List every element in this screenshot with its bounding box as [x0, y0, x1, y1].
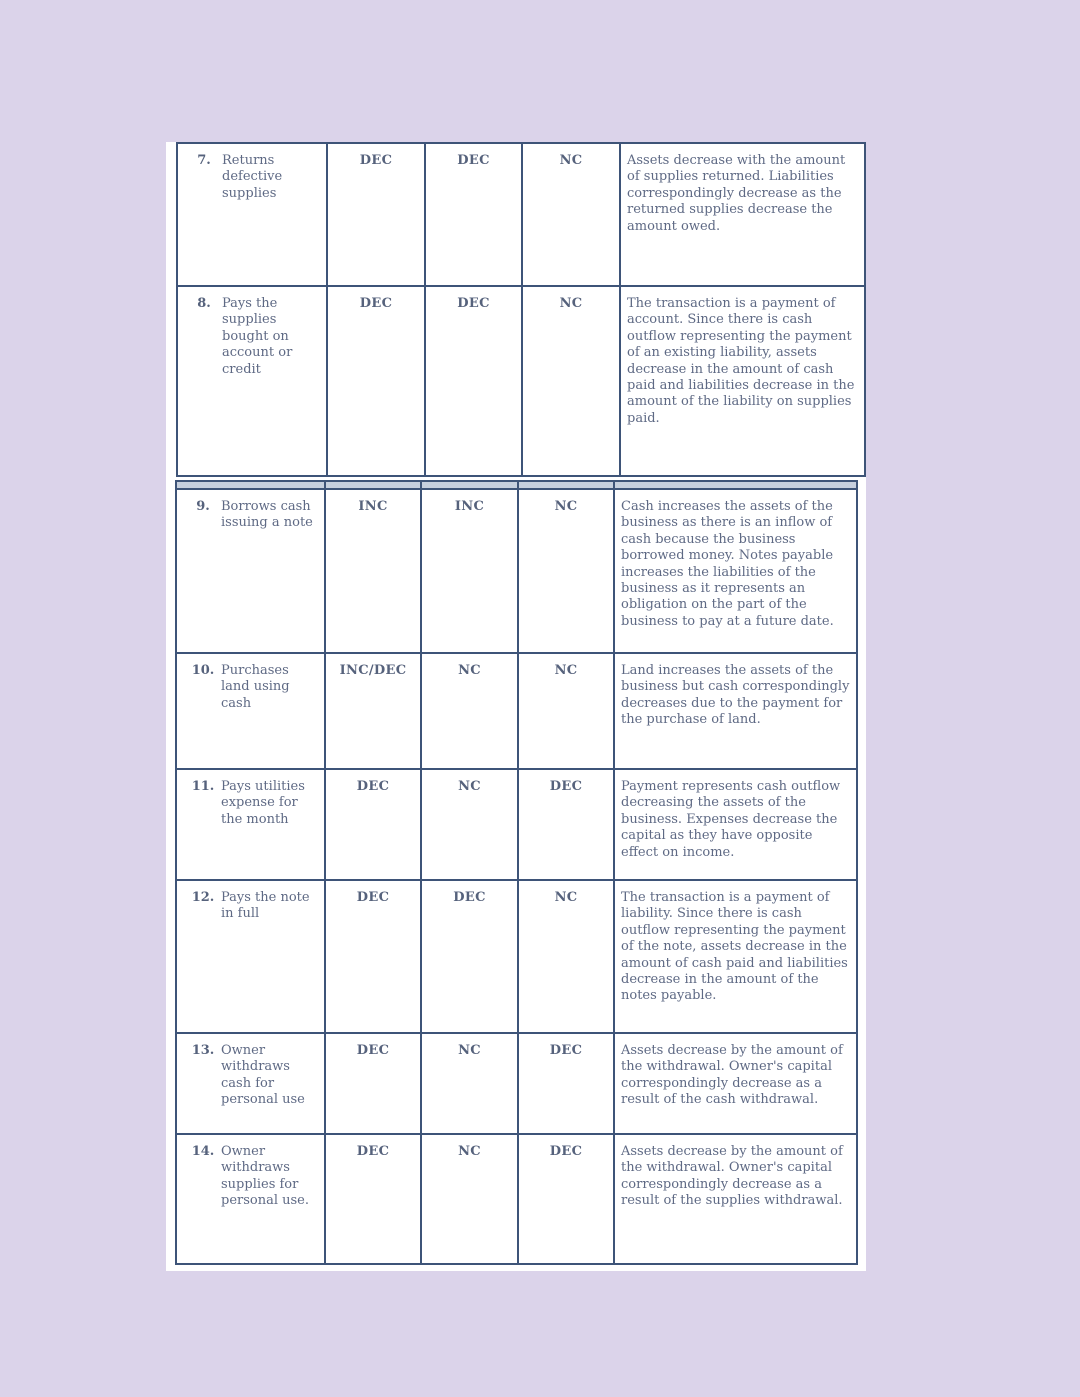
- transactions-table-bottom: [175, 480, 858, 1265]
- transaction-description: Returns defective supplies: [222, 153, 283, 201]
- transaction-description: Owner withdraws supplies for personal use.: [221, 1144, 310, 1209]
- assets-effect: DEC: [325, 1134, 421, 1264]
- table-row: [176, 489, 857, 653]
- table-row: [176, 653, 857, 769]
- liabilities-effect: NC: [421, 653, 518, 769]
- assets-effect: INC/DEC: [325, 653, 421, 769]
- assets-effect: DEC: [325, 769, 421, 880]
- capital-effect: DEC: [518, 1134, 614, 1264]
- assets-effect: INC: [325, 489, 421, 653]
- row-number: 7.: [197, 153, 211, 168]
- row-number: 13.: [191, 1043, 215, 1058]
- liabilities-effect: INC: [421, 489, 518, 653]
- explanation: Assets decrease by the amount of the withdrawal. Owner's capital correspondingly decrease as a result of the cash withdrawal.: [614, 1033, 857, 1134]
- explanation: Assets decrease with the amount of supplies returned. Liabilities correspondingly decrease as the returned supplies decrease the amount owed.: [620, 143, 865, 286]
- capital-effect: NC: [518, 653, 614, 769]
- liabilities-effect: NC: [421, 1134, 518, 1264]
- transaction-description: Owner withdraws cash for personal use: [221, 1043, 305, 1108]
- capital-effect: NC: [518, 489, 614, 653]
- table-row: [176, 1134, 857, 1264]
- assets-effect: DEC: [327, 143, 425, 286]
- transaction-description: Pays utilities expense for the month: [221, 779, 305, 827]
- transactions-table-top: [176, 142, 866, 477]
- row-number: 10.: [191, 663, 215, 678]
- explanation: Assets decrease by the amount of the withdrawal. Owner's capital correspondingly decrease as a result of the supplies withdrawal.: [614, 1134, 857, 1264]
- transaction-cell: [176, 880, 325, 1033]
- capital-effect: NC: [518, 880, 614, 1033]
- transaction-description: Purchases land using cash: [221, 663, 290, 711]
- assets-effect: DEC: [325, 1033, 421, 1134]
- transaction-cell: [176, 489, 325, 653]
- table-row: [176, 880, 857, 1033]
- transaction-description: Pays the supplies bought on account or credit: [222, 296, 293, 377]
- liabilities-effect: DEC: [425, 143, 522, 286]
- explanation: Payment represents cash outflow decreasing the assets of the business. Expenses decrease the capital as they have opposite effect on income.: [614, 769, 857, 880]
- row-number: 8.: [197, 296, 211, 311]
- capital-effect: DEC: [518, 1033, 614, 1134]
- explanation: Land increases the assets of the business but cash correspondingly decreases due to the payment for the purchase of land.: [614, 653, 857, 769]
- transaction-cell: [176, 1033, 325, 1134]
- capital-effect: DEC: [518, 769, 614, 880]
- table-header-strip: [176, 481, 857, 489]
- liabilities-effect: DEC: [421, 880, 518, 1033]
- transaction-cell: [177, 143, 327, 286]
- transaction-cell: [176, 653, 325, 769]
- table-row: [176, 1033, 857, 1134]
- table-row: [176, 769, 857, 880]
- explanation: Cash increases the assets of the business as there is an inflow of cash because the business borrowed money. Notes payable increases the liabilities of the business as it represents an obligation on the part of the business to pay at a future date.: [614, 489, 857, 653]
- transaction-cell: [176, 769, 325, 880]
- assets-effect: DEC: [327, 286, 425, 476]
- document-page: [166, 142, 866, 1271]
- transaction-description: Borrows cash issuing a note: [221, 499, 313, 531]
- assets-effect: DEC: [325, 880, 421, 1033]
- explanation: The transaction is a payment of account. Since there is cash outflow representing the payment of an existing liability, assets decrease in the amount of cash paid and liabilities decrease in the amount of the liability on supplies paid.: [620, 286, 865, 476]
- table-row: [177, 286, 865, 476]
- row-number: 14.: [191, 1144, 215, 1159]
- row-number: 11.: [191, 779, 215, 794]
- liabilities-effect: NC: [421, 1033, 518, 1134]
- capital-effect: NC: [522, 286, 620, 476]
- capital-effect: NC: [522, 143, 620, 286]
- liabilities-effect: DEC: [425, 286, 522, 476]
- liabilities-effect: NC: [421, 769, 518, 880]
- transaction-cell: [176, 1134, 325, 1264]
- explanation: The transaction is a payment of liability. Since there is cash outflow representing the payment of the note, assets decrease in the amount of cash paid and liabilities decrease in the amount of the notes payable.: [614, 880, 857, 1033]
- transaction-description: Pays the note in full: [221, 890, 310, 922]
- transaction-cell: [177, 286, 327, 476]
- row-number: 12.: [191, 890, 215, 905]
- table-row: [177, 143, 865, 286]
- row-number: 9.: [196, 499, 210, 514]
